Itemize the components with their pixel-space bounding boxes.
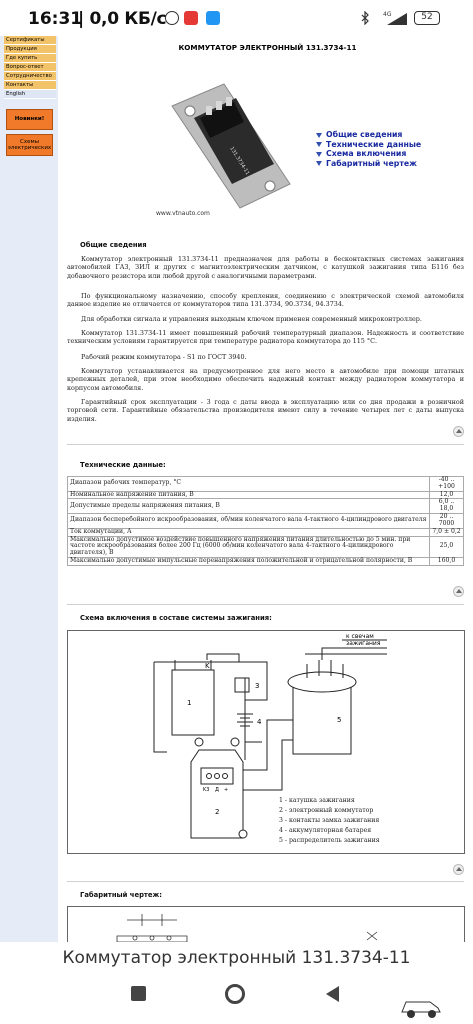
triangle-down-icon [316, 161, 322, 166]
svg-text:5: 5 [337, 716, 342, 724]
svg-text:к свечам: к свечам [346, 633, 374, 640]
toc-link-dimensions[interactable]: Габаритный чертеж [316, 159, 421, 169]
page-title: КОММУТАТОР ЭЛЕКТРОННЫЙ 131.3734-11 [178, 43, 357, 52]
svg-text:K3: K3 [203, 787, 210, 793]
youtube-icon [184, 11, 198, 25]
general-heading: Общие сведения [80, 241, 147, 249]
toc-link-tech[interactable]: Технические данные [316, 140, 421, 150]
svg-text:4: 4 [257, 718, 262, 726]
tech-heading: Технические данные: [80, 461, 166, 469]
table-row: Максимально допустимые импульсные перенапряжения положительной и отрицательной полярности, В 160,0 [68, 557, 464, 565]
section-divider [67, 444, 464, 445]
alarm-icon [165, 11, 179, 25]
svg-text:1: 1 [187, 699, 192, 707]
nav-item-contacts[interactable]: Контакты [4, 81, 56, 90]
svg-text:3: 3 [255, 682, 260, 690]
svg-text:+: + [224, 787, 229, 793]
svg-text:3 - контакты замка зажигания: 3 - контакты замка зажигания [279, 817, 380, 824]
signal-icon [383, 10, 413, 26]
svg-text:5 - распределитель зажигания: 5 - распределитель зажигания [279, 837, 380, 844]
left-sidebar [0, 36, 58, 942]
general-paragraph-6: Коммутатор устанавливается на предусмотренное для него место в автомобиле при помощи штатных крепежных деталей, при этом необходимо обеспечить надежный контакт между радиатором коммутатора и корпусом автомобиля. [67, 367, 464, 392]
general-paragraph-7: Гарантийный срок эксплуатации - 3 года с даты ввода в эксплуатацию или со дня продажи в розничной торговой сети. Гарантийные обязательства производителя имеют силу в течение четырех лет с даты выпуска изделия. [67, 398, 464, 423]
nav-item-certificates[interactable]: Сертификаты [4, 36, 56, 45]
svg-text:зажигания: зажигания [346, 640, 381, 647]
general-paragraph-5: Рабочий режим коммутатора - S1 по ГОСТ 3940. [81, 353, 247, 361]
product-photo [154, 76, 302, 218]
toc-link-general[interactable]: Общие сведения [316, 130, 421, 140]
svg-text:2: 2 [215, 808, 220, 816]
table-row: Ток коммутации, А 7,0 ± 0,2 [68, 528, 464, 536]
bluetooth-icon [360, 11, 370, 25]
general-paragraph-3: Для обработки сигнала и управления выходным ключом применен современный микроконтроллер. [81, 315, 422, 323]
toc-link-scheme[interactable]: Схема включения [316, 149, 421, 159]
tech-table [67, 476, 464, 566]
section-divider [67, 881, 464, 882]
news-button[interactable]: Новинки! [6, 109, 53, 130]
battery-icon: 52 [414, 11, 440, 25]
svg-text:1 - катушка зажигания: 1 - катушка зажигания [279, 797, 355, 804]
svg-text:Д: Д [215, 787, 219, 793]
scroll-top-icon[interactable] [453, 864, 464, 875]
general-paragraph-2: По функциональному назначению, способу крепления, соединению с электрической схемой автомобиля данное изделие не отличается от коммутаторов типа 131.3734, 90.3734, 94.3734. [67, 292, 464, 309]
general-paragraph-1: Коммутатор электронный 131.3734-11 предназначен для работы в бесконтактных системах зажигания автомобилей ГАЗ, ЗИЛ и других с магнитоэлектрическим датчиком, с катушкой зажигания типа Б116 без добавочного резистора или любой другой с аналогичными параметрами. [67, 255, 464, 280]
home-button[interactable] [225, 984, 245, 1004]
nav-item-english[interactable]: English [4, 90, 56, 99]
vehicle-icon [400, 994, 442, 1020]
svg-text:K: K [205, 662, 210, 670]
svg-text:2 - электронный коммутатор: 2 - электронный коммутатор [279, 807, 374, 814]
main-content [62, 36, 473, 942]
table-of-contents [316, 130, 421, 168]
photo-caption: www.vtnauto.com [156, 210, 210, 217]
ignition-scheme-diagram [67, 630, 465, 854]
scheme-heading: Схема включения в составе системы зажигания: [80, 614, 272, 622]
nav-item-where-to-buy[interactable]: Где купить [4, 54, 56, 63]
nav-menu [4, 36, 56, 99]
svg-text:4G: 4G [383, 11, 392, 18]
status-network-speed: | 0,0 КБ/с [78, 9, 167, 29]
section-divider [67, 604, 464, 605]
table-row: Диапазон бесперебойного искрообразования, об/мин коленчатого вала 4-тактного 4-цилиндрового двигателя 20 .. 7000 [68, 514, 464, 529]
table-row: Диапазон рабочих температур, °С -40 .. +100 [68, 477, 464, 492]
table-row: Допустимые пределы напряжения питания, В 6,0 .. 18,0 [68, 499, 464, 514]
bottom-page-title: Коммутатор электронный 131.3734-11 [62, 948, 411, 968]
triangle-down-icon [316, 152, 322, 157]
schemes-button[interactable]: Схемы электрических [6, 134, 53, 156]
status-time: 16:31 [28, 9, 83, 29]
web-page [0, 36, 473, 942]
status-bar [0, 0, 473, 36]
scroll-top-icon[interactable] [453, 426, 464, 437]
scroll-top-icon[interactable] [453, 586, 464, 597]
svg-text:4 - аккумуляторная батарея: 4 - аккумуляторная батарея [279, 827, 372, 834]
back-button[interactable] [326, 986, 339, 1002]
nav-item-products[interactable]: Продукция [4, 45, 56, 54]
upload-icon [206, 11, 220, 25]
nav-item-faq[interactable]: Вопрос-ответ [4, 63, 56, 72]
table-row: Номинальное напряжение питания, В 12,0 [68, 491, 464, 499]
dimensions-heading: Габаритный чертеж: [80, 891, 162, 899]
recent-apps-button[interactable] [131, 986, 146, 1001]
triangle-down-icon [316, 133, 322, 138]
dimensions-drawing [67, 906, 465, 942]
table-row: Максимально допустимое воздействие повышенного напряжения питания длительностью до 5 мин. при частоте искрообразования более 200 Гц (6000 об/мин коленчатого вала 4-тактного 4-цилиндрового двигателя), В 25,0 [68, 536, 464, 557]
general-paragraph-4: Коммутатор 131.3734-11 имеет повышенный рабочий температурный диапазон. Надежность и соответствие техническим условиям гарантируется при температуре радиатора коммутатора до 115 °С. [67, 329, 464, 346]
nav-item-cooperation[interactable]: Сотрудничество [4, 72, 56, 81]
bottom-bar [0, 942, 473, 1024]
triangle-down-icon [316, 142, 322, 147]
svg-text:131.3734-11: 131.3734-11 [228, 145, 251, 177]
